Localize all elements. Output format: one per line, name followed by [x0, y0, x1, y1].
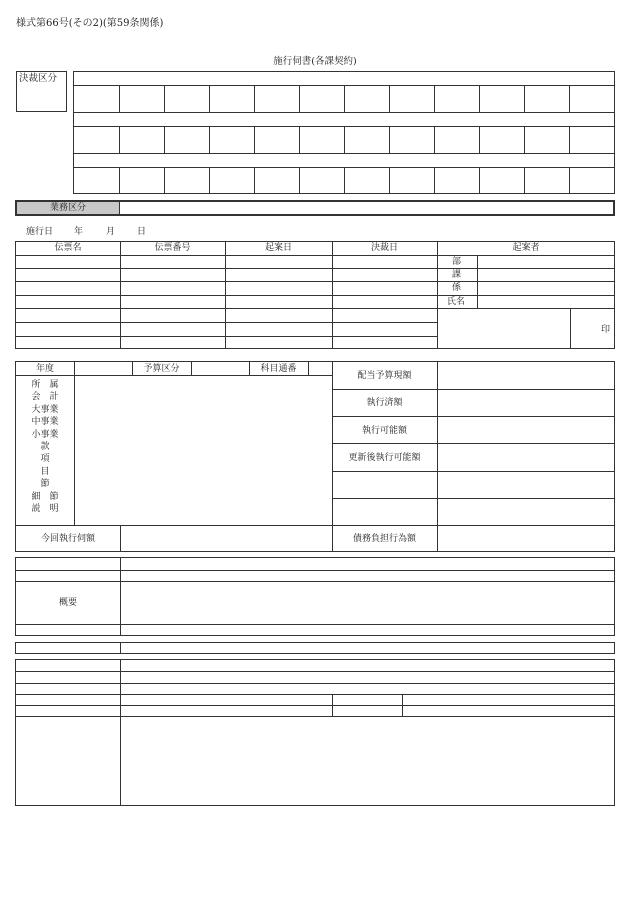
grid-line — [16, 694, 614, 695]
approval-stamp-cell[interactable] — [344, 126, 389, 153]
grid-line — [332, 242, 333, 348]
grid-line — [74, 362, 75, 375]
account-label: 会 計 — [31, 392, 59, 403]
execution-date-month: 月 — [106, 227, 116, 237]
amount-field[interactable] — [438, 417, 614, 444]
account-label: 大事業 — [31, 404, 59, 415]
account-label: 所 属 — [31, 380, 59, 390]
summary-table — [15, 557, 615, 636]
amount-label: 配当予算現額 — [357, 371, 412, 381]
amount-field[interactable] — [438, 362, 614, 389]
account-code-label: 科目通番 — [260, 364, 297, 374]
grid-line — [16, 322, 437, 323]
drafter-section-label: 課 — [452, 270, 462, 280]
drafter-dept-label: 部 — [452, 257, 462, 267]
detail-table — [15, 659, 615, 806]
drafter-name-label: 氏名 — [447, 297, 466, 307]
drafter-unit-label: 係 — [452, 283, 462, 293]
grid-line — [437, 281, 614, 282]
grid-line — [570, 308, 571, 348]
detail-field[interactable] — [121, 717, 614, 805]
approval-stamp-cell[interactable] — [164, 167, 209, 194]
approval-stamp-cell[interactable] — [389, 167, 434, 194]
approval-stamp-cell[interactable] — [74, 126, 119, 153]
approval-stamp-cell[interactable] — [479, 85, 524, 112]
current-execution-field[interactable] — [121, 526, 332, 551]
approval-stamp-cell[interactable] — [119, 167, 164, 194]
approval-stamp-cell[interactable] — [524, 167, 569, 194]
approval-stamp-cell[interactable] — [254, 85, 299, 112]
approval-stamp-cell[interactable] — [524, 126, 569, 153]
grid-line — [437, 308, 614, 309]
voucher-header-approval-date: 決裁日 — [370, 243, 398, 253]
voucher-header-drafter: 起案者 — [512, 243, 540, 253]
voucher-header-name: 伝票名 — [54, 243, 82, 253]
grid-line — [437, 295, 614, 296]
approval-stamp-cell[interactable] — [389, 126, 434, 153]
approval-stamp-cell[interactable] — [209, 85, 254, 112]
form-number: 様式第66号(その2)(第59条関係) — [16, 18, 164, 29]
summary-field[interactable] — [121, 582, 614, 624]
seal-label: 印 — [601, 325, 611, 335]
debt-burden-field[interactable] — [438, 526, 614, 551]
account-label: 節 — [40, 479, 50, 490]
grid-line — [132, 362, 133, 375]
approval-label: 決裁区分 — [19, 73, 58, 84]
approval-stamp-cell[interactable] — [74, 167, 119, 194]
approval-stamp-cell[interactable] — [569, 167, 614, 194]
approval-stamp-cell[interactable] — [434, 126, 479, 153]
approval-stamp-cell[interactable] — [389, 85, 434, 112]
note-row — [15, 642, 615, 654]
budget-category-label: 予算区分 — [143, 364, 180, 374]
approval-stamp-cell[interactable] — [299, 126, 344, 153]
approval-stamp-cell[interactable] — [299, 85, 344, 112]
fiscal-year-label: 年度 — [35, 364, 54, 374]
voucher-header-draft-date: 起案日 — [264, 243, 292, 253]
approval-stamp-cell[interactable] — [344, 85, 389, 112]
approval-stamp-cell[interactable] — [299, 167, 344, 194]
account-label: 細 節 — [31, 491, 59, 502]
approval-stamp-cell[interactable] — [164, 126, 209, 153]
grid-line — [16, 683, 614, 684]
approval-stamp-cell[interactable] — [569, 126, 614, 153]
approval-stamp-cell[interactable] — [209, 167, 254, 194]
approval-stamp-cell[interactable] — [254, 126, 299, 153]
grid-line — [120, 242, 121, 348]
grid-line — [191, 362, 192, 375]
grid-line — [402, 694, 403, 716]
current-execution-label: 今回執行伺額 — [40, 534, 95, 544]
account-label: 項 — [40, 454, 50, 465]
approval-stamp-cell[interactable] — [164, 85, 209, 112]
grid-line — [16, 705, 614, 706]
grid-line — [477, 255, 478, 308]
grid-line — [16, 570, 614, 571]
approval-stamp-cell[interactable] — [524, 85, 569, 112]
approval-stamp-cell[interactable] — [254, 167, 299, 194]
amount-field[interactable] — [438, 499, 614, 526]
voucher-table — [15, 241, 615, 349]
approval-stamp-cell[interactable] — [344, 167, 389, 194]
grid-line — [308, 362, 309, 375]
grid-line — [16, 671, 614, 672]
amount-field[interactable] — [438, 444, 614, 471]
summary-label: 概要 — [58, 598, 77, 608]
grid-line — [16, 336, 437, 337]
approval-stamp-cell[interactable] — [74, 85, 119, 112]
account-label: 中事業 — [31, 417, 59, 428]
grid-line — [249, 362, 250, 375]
grid-line — [74, 153, 614, 154]
grid-line — [437, 242, 438, 348]
grid-line — [332, 362, 333, 551]
approval-stamp-grid — [73, 71, 615, 194]
amount-label: 更新後執行可能額 — [348, 452, 421, 463]
grid-line — [120, 643, 121, 653]
grid-line — [225, 242, 226, 348]
execution-date-label: 施行日 — [26, 227, 54, 237]
voucher-header-number: 伝票番号 — [154, 243, 191, 253]
grid-line — [437, 268, 614, 269]
approval-stamp-cell[interactable] — [209, 126, 254, 153]
execution-date-day: 日 — [137, 227, 147, 237]
approval-stamp-cell[interactable] — [434, 85, 479, 112]
budget-table — [15, 361, 615, 552]
account-label: 款 — [40, 442, 50, 452]
amount-label: 執行済額 — [366, 398, 403, 409]
debt-burden-label: 債務負担行為額 — [352, 534, 416, 544]
approval-stamp-cell[interactable] — [479, 126, 524, 153]
amount-field[interactable] — [438, 471, 614, 498]
approval-stamp-cell[interactable] — [119, 85, 164, 112]
account-label: 説 明 — [31, 504, 59, 514]
approval-stamp-cell[interactable] — [569, 85, 614, 112]
grid-line — [16, 308, 437, 309]
grid-line — [332, 694, 333, 716]
amount-label: 執行可能額 — [361, 425, 407, 436]
business-category-label: 業務区分 — [49, 203, 86, 213]
grid-line — [16, 255, 614, 256]
grid-line — [74, 112, 614, 113]
account-detail-field[interactable] — [75, 376, 332, 525]
page-title: 施行伺書(各課契約) — [273, 56, 357, 67]
approval-stamp-cell[interactable] — [119, 126, 164, 153]
execution-date-year: 年 — [74, 227, 84, 237]
approval-stamp-cell[interactable] — [434, 167, 479, 194]
grid-line — [16, 624, 614, 625]
approval-stamp-cell[interactable] — [479, 167, 524, 194]
account-label: 小事業 — [31, 429, 59, 440]
account-label: 目 — [40, 466, 50, 477]
amount-field[interactable] — [438, 389, 614, 416]
